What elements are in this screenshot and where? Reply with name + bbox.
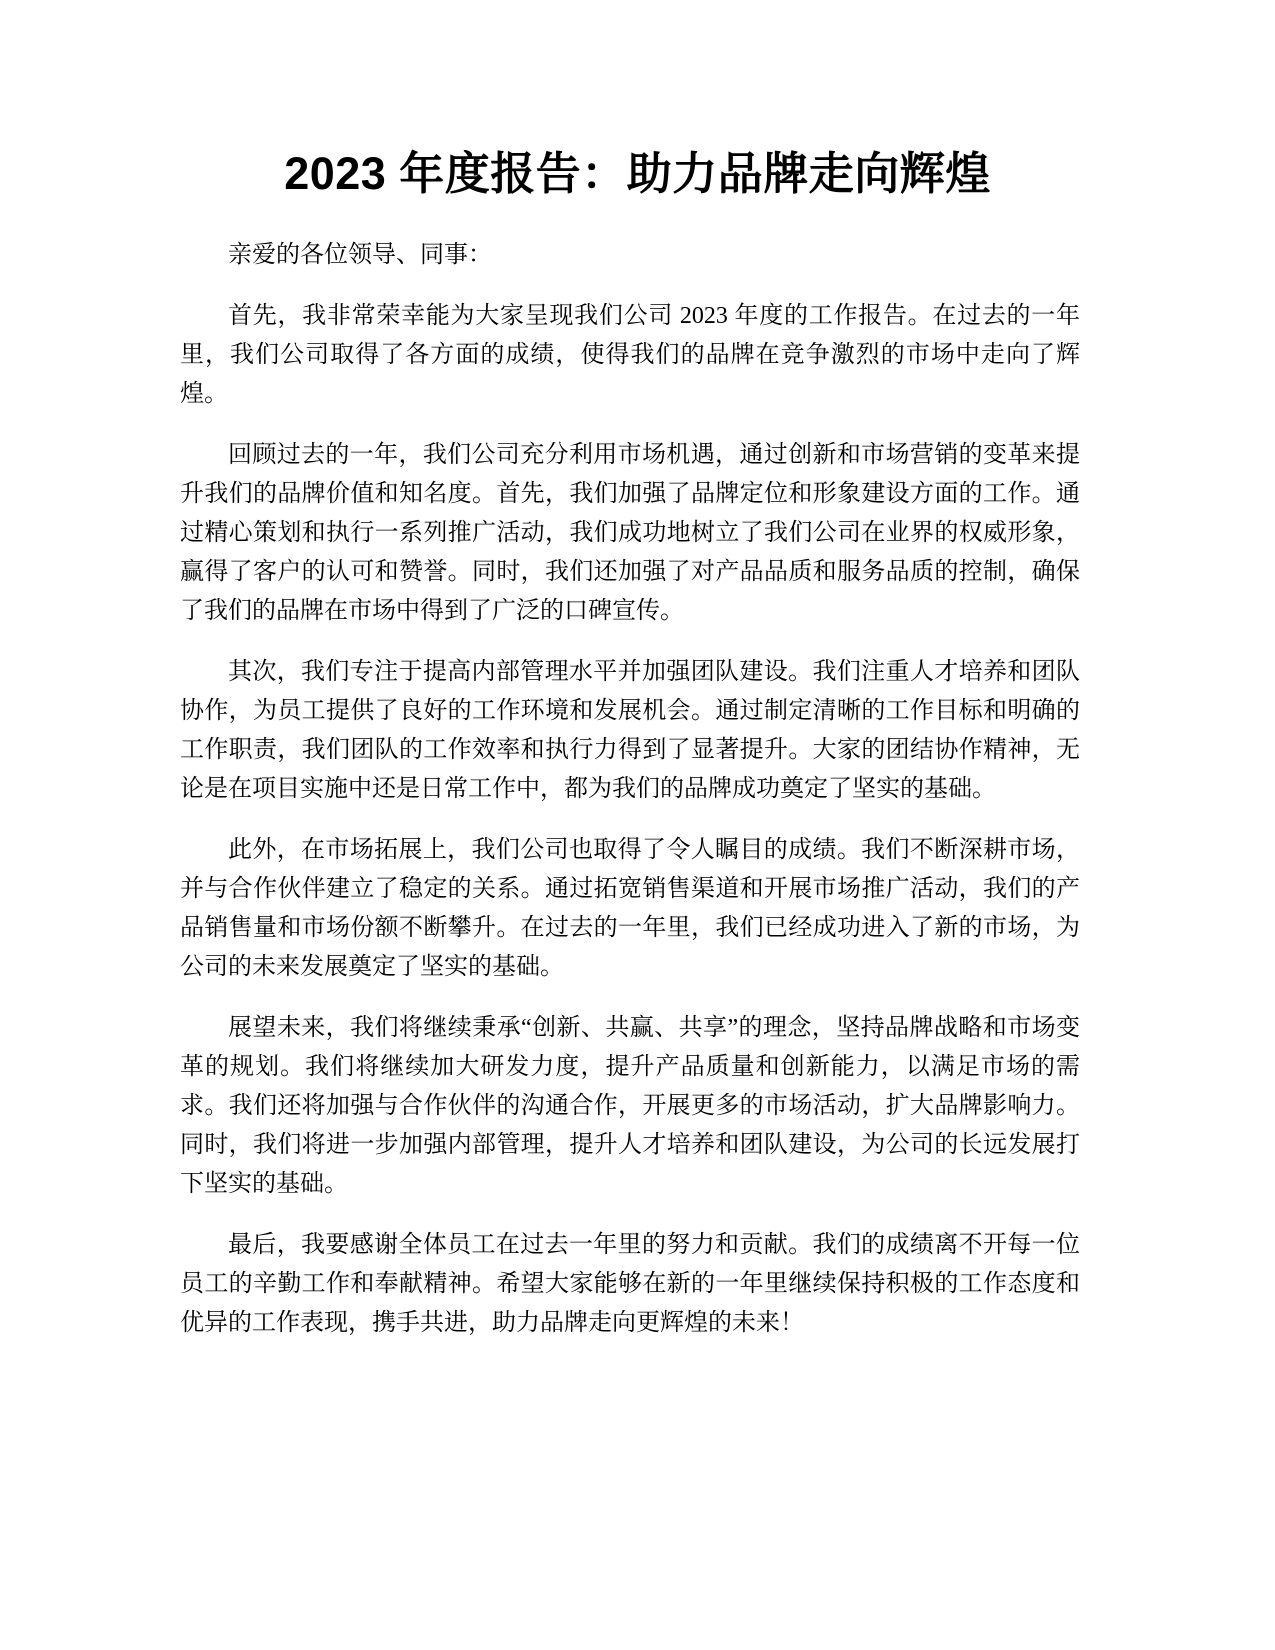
document-body	[180, 236, 1080, 1365]
paragraph-market-expansion: 此外，在市场拓展上，我们公司也取得了令人瞩目的成绩。我们不断深耕市场，并与合作伙伴建立了稳定的关系。通过拓宽销售渠道和开展市场推广活动，我们的产品销售量和市场份额不断攀升。在过去的一年里，我们已经成功进入了新的市场，为公司的未来发展奠定了坚实的基础。	[180, 837, 1080, 980]
paragraph-management: 其次，我们专注于提高内部管理水平并加强团队建设。我们注重人才培养和团队协作，为员工提供了良好的工作环境和发展机会。通过制定清晰的工作目标和明确的工作职责，我们团队的工作效率和执行力得到了显著提升。大家的团结协作精神，无论是在项目实施中还是日常工作中，都为我们的品牌成功奠定了坚实的基础。	[180, 659, 1080, 802]
document-title: 2023 年度报告：助力品牌走向辉煌	[284, 148, 991, 199]
paragraph-outlook: 展望未来，我们将继续秉承“创新、共赢、共享”的理念，坚持品牌战略和市场变革的规划。我们将继续加大研发力度，提升产品质量和创新能力，以满足市场的需求。我们还将加强与合作伙伴的沟通合作，开展更多的市场活动，扩大品牌影响力。同时，我们将进一步加强内部管理，提升人才培养和团队建设，为公司的长远发展打下坚实的基础。	[180, 1015, 1080, 1197]
salutation: 亲爱的各位领导、同事：	[228, 242, 492, 268]
paragraph-closing: 最后，我要感谢全体员工在过去一年里的努力和贡献。我们的成绩离不开每一位员工的辛勤工作和奉献精神。希望大家能够在新的一年里继续保持积极的工作态度和优异的工作表现，携手共进，助力品牌走向更辉煌的未来！	[180, 1232, 1080, 1336]
paragraph-brand-review: 回顾过去的一年，我们公司充分利用市场机遇，通过创新和市场营销的变革来提升我们的品牌价值和知名度。首先，我们加强了品牌定位和形象建设方面的工作。通过精心策划和执行一系列推广活动，我们成功地树立了我们公司在业界的权威形象，赢得了客户的认可和赞誉。同时，我们还加强了对产品品质和服务品质的控制，确保了我们的品牌在市场中得到了广泛的口碑宣传。	[180, 442, 1080, 624]
paragraph-intro: 首先，我非常荣幸能为大家呈现我们公司 2023 年度的工作报告。在过去的一年里，我们公司取得了各方面的成绩，使得我们的品牌在竞争激烈的市场中走向了辉煌。	[180, 303, 1080, 407]
